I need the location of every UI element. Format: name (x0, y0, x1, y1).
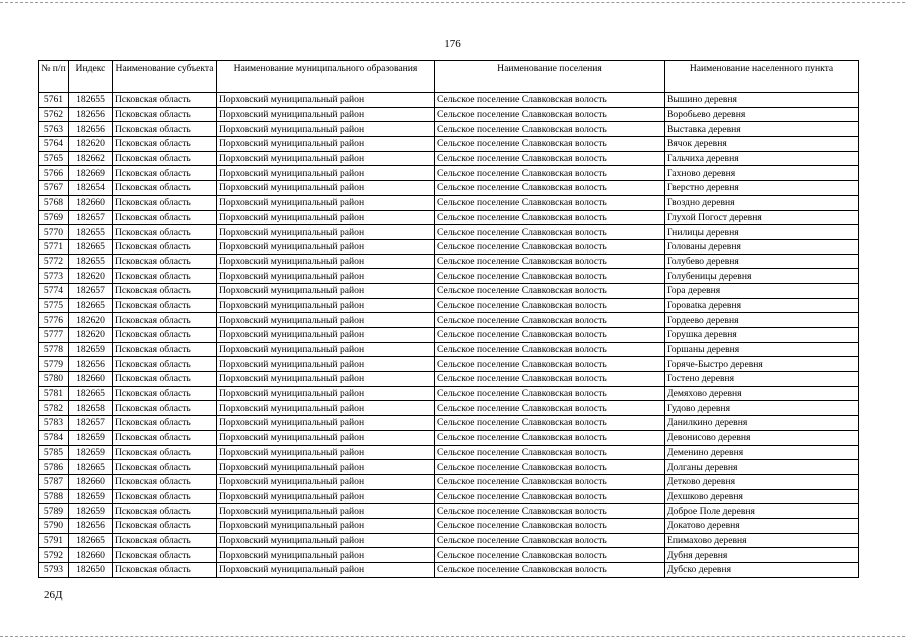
locality-cell: Гахново деревня (665, 166, 859, 181)
table-row (39, 254, 859, 269)
subject-cell: Псковская область (113, 93, 217, 108)
subject-cell: Псковская область (113, 137, 217, 152)
table-row (39, 166, 859, 181)
municipality-cell: Порховский муниципальный район (217, 225, 435, 240)
settlement-cell: Сельское поселение Славковская волость (435, 151, 665, 166)
subject-cell: Псковская область (113, 283, 217, 298)
municipality-cell: Порховский муниципальный район (217, 460, 435, 475)
locality-cell: Голубево деревня (665, 254, 859, 269)
postal-index-cell: 182659 (69, 430, 113, 445)
locality-cell: Гора деревня (665, 283, 859, 298)
table-row (39, 548, 859, 563)
settlement-cell: Сельское поселение Славковская волость (435, 328, 665, 343)
postal-index-cell: 182620 (69, 328, 113, 343)
locality-cell: Горяче-Быстро деревня (665, 357, 859, 372)
settlement-cell: Сельское поселение Славковская волость (435, 269, 665, 284)
row-number-cell: 5765 (39, 151, 69, 166)
settlement-cell: Сельское поселение Славковская волость (435, 372, 665, 387)
table-row (39, 563, 859, 578)
settlement-cell: Сельское поселение Славковская волость (435, 137, 665, 152)
postal-index-cell: 182669 (69, 166, 113, 181)
municipality-cell: Порховский муниципальный район (217, 548, 435, 563)
table-row (39, 195, 859, 210)
row-number-cell: 5780 (39, 372, 69, 387)
table-row (39, 122, 859, 137)
subject-cell: Псковская область (113, 489, 217, 504)
municipality-cell: Порховский муниципальный район (217, 313, 435, 328)
municipality-cell: Порховский муниципальный район (217, 137, 435, 152)
municipality-cell: Порховский муниципальный район (217, 254, 435, 269)
municipality-cell: Порховский муниципальный район (217, 430, 435, 445)
subject-cell: Псковская область (113, 357, 217, 372)
subject-cell: Псковская область (113, 563, 217, 578)
postal-index-cell: 182659 (69, 342, 113, 357)
locality-cell: Дехшково деревня (665, 489, 859, 504)
settlement-cell: Сельское поселение Славковская волость (435, 357, 665, 372)
municipality-cell: Порховский муниципальный район (217, 401, 435, 416)
postal-index-cell: 182650 (69, 563, 113, 578)
page-number: 176 (444, 38, 461, 50)
municipality-cell: Порховский муниципальный район (217, 533, 435, 548)
subject-cell: Псковская область (113, 298, 217, 313)
postal-index-cell: 182657 (69, 283, 113, 298)
settlement-cell: Сельское поселение Славковская волость (435, 563, 665, 578)
postal-index-cell: 182665 (69, 533, 113, 548)
row-number-cell: 5791 (39, 533, 69, 548)
postal-index-cell: 182665 (69, 386, 113, 401)
header-index: Индекс (69, 61, 113, 93)
subject-cell: Псковская область (113, 254, 217, 269)
subject-cell: Псковская область (113, 269, 217, 284)
subject-cell: Псковская область (113, 445, 217, 460)
row-number-cell: 5778 (39, 342, 69, 357)
table-row (39, 269, 859, 284)
postal-index-cell: 182660 (69, 474, 113, 489)
table-row (39, 137, 859, 152)
row-number-cell: 5792 (39, 548, 69, 563)
table-row (39, 489, 859, 504)
postal-index-cell: 182655 (69, 225, 113, 240)
postal-index-cell: 182662 (69, 151, 113, 166)
table-row (39, 445, 859, 460)
subject-cell: Псковская область (113, 372, 217, 387)
locality-cell: Гордеево деревня (665, 313, 859, 328)
row-number-cell: 5789 (39, 504, 69, 519)
row-number-cell: 5764 (39, 137, 69, 152)
postal-index-cell: 182659 (69, 504, 113, 519)
locality-cell: Гальчиха деревня (665, 151, 859, 166)
row-number-cell: 5788 (39, 489, 69, 504)
municipality-cell: Порховский муниципальный район (217, 210, 435, 225)
municipality-cell: Порховский муниципальный район (217, 518, 435, 533)
table-row (39, 533, 859, 548)
postal-index-cell: 182620 (69, 269, 113, 284)
settlement-cell: Сельское поселение Славковская волость (435, 474, 665, 489)
row-number-cell: 5785 (39, 445, 69, 460)
locality-cell: Дубня деревня (665, 548, 859, 563)
settlement-cell: Сельское поселение Славковская волость (435, 195, 665, 210)
settlement-cell: Сельское поселение Славковская волость (435, 239, 665, 254)
subject-cell: Псковская область (113, 460, 217, 475)
municipality-cell: Порховский муниципальный район (217, 563, 435, 578)
postal-index-cell: 182657 (69, 416, 113, 431)
table-row (39, 328, 859, 343)
table-row (39, 357, 859, 372)
settlement-cell: Сельское поселение Славковская волость (435, 298, 665, 313)
postal-index-cell: 182620 (69, 313, 113, 328)
header-num: № п/п (39, 61, 69, 93)
row-number-cell: 5779 (39, 357, 69, 372)
table-row (39, 372, 859, 387)
municipality-cell: Порховский муниципальный район (217, 372, 435, 387)
subject-cell: Псковская область (113, 313, 217, 328)
subject-cell: Псковская область (113, 474, 217, 489)
table-row (39, 298, 859, 313)
postal-index-cell: 182657 (69, 210, 113, 225)
table-row (39, 460, 859, 475)
sheet-code: 26Д (44, 589, 63, 601)
subject-cell: Псковская область (113, 342, 217, 357)
locality-cell: Выставка деревня (665, 122, 859, 137)
table-row (39, 313, 859, 328)
locality-cell: Вышино деревня (665, 93, 859, 108)
locality-cell: Девонисово деревня (665, 430, 859, 445)
row-number-cell: 5769 (39, 210, 69, 225)
header-settlement: Наименование поселения (435, 61, 665, 93)
table-row (39, 474, 859, 489)
locality-cell: Гнилицы деревня (665, 225, 859, 240)
header-locality: Наименование населенного пункта (665, 61, 859, 93)
subject-cell: Псковская область (113, 181, 217, 196)
row-number-cell: 5771 (39, 239, 69, 254)
locality-cell: Гверстно деревня (665, 181, 859, 196)
row-number-cell: 5786 (39, 460, 69, 475)
bottom-scan-edge (0, 636, 905, 637)
subject-cell: Псковская область (113, 166, 217, 181)
row-number-cell: 5766 (39, 166, 69, 181)
postal-index-cell: 182660 (69, 548, 113, 563)
table-body (39, 93, 859, 578)
settlement-cell: Сельское поселение Славковская волость (435, 445, 665, 460)
table-row (39, 430, 859, 445)
municipality-cell: Порховский муниципальный район (217, 504, 435, 519)
subject-cell: Псковская область (113, 225, 217, 240)
postal-index-cell: 182665 (69, 239, 113, 254)
settlement-cell: Сельское поселение Славковская волость (435, 122, 665, 137)
row-number-cell: 5784 (39, 430, 69, 445)
row-number-cell: 5783 (39, 416, 69, 431)
postal-index-cell: 182620 (69, 137, 113, 152)
postal-index-cell: 182654 (69, 181, 113, 196)
row-number-cell: 5761 (39, 93, 69, 108)
row-number-cell: 5767 (39, 181, 69, 196)
postal-index-cell: 182656 (69, 122, 113, 137)
municipality-cell: Порховский муниципальный район (217, 283, 435, 298)
settlement-cell: Сельское поселение Славковская волость (435, 460, 665, 475)
settlement-cell: Сельское поселение Славковская волость (435, 548, 665, 563)
municipality-cell: Порховский муниципальный район (217, 298, 435, 313)
row-number-cell: 5777 (39, 328, 69, 343)
subject-cell: Псковская область (113, 401, 217, 416)
settlement-cell: Сельское поселение Славковская волость (435, 166, 665, 181)
table-row (39, 283, 859, 298)
settlement-cell: Сельское поселение Славковская волость (435, 386, 665, 401)
table-row (39, 107, 859, 122)
locality-cell: Голубеницы деревня (665, 269, 859, 284)
postal-index-cell: 182660 (69, 372, 113, 387)
locality-cell: Деменино деревня (665, 445, 859, 460)
settlement-cell: Сельское поселение Славковская волость (435, 93, 665, 108)
municipality-cell: Порховский муниципальный район (217, 269, 435, 284)
row-number-cell: 5775 (39, 298, 69, 313)
table-row (39, 504, 859, 519)
row-number-cell: 5772 (39, 254, 69, 269)
municipality-cell: Порховский муниципальный район (217, 342, 435, 357)
table-row (39, 181, 859, 196)
header-subject: Наименование субъекта (113, 61, 217, 93)
postal-index-cell: 182660 (69, 195, 113, 210)
settlement-cell: Сельское поселение Славковская волость (435, 107, 665, 122)
locality-cell: Гудово деревня (665, 401, 859, 416)
row-number-cell: 5787 (39, 474, 69, 489)
subject-cell: Псковская область (113, 518, 217, 533)
settlement-cell: Сельское поселение Славковская волость (435, 489, 665, 504)
locality-cell: Воробьево деревня (665, 107, 859, 122)
postal-index-cell: 182655 (69, 93, 113, 108)
locality-cell: Вячок деревня (665, 137, 859, 152)
subject-cell: Псковская область (113, 195, 217, 210)
settlement-cell: Сельское поселение Славковская волость (435, 401, 665, 416)
header-municipality: Наименование муниципального образования (217, 61, 435, 93)
subject-cell: Псковская область (113, 107, 217, 122)
subject-cell: Псковская область (113, 386, 217, 401)
municipality-cell: Порховский муниципальный район (217, 386, 435, 401)
municipality-cell: Порховский муниципальный район (217, 489, 435, 504)
table-header-row (39, 61, 859, 93)
subject-cell: Псковская область (113, 416, 217, 431)
locality-cell: Докатово деревня (665, 518, 859, 533)
subject-cell: Псковская область (113, 122, 217, 137)
settlement-cell: Сельское поселение Славковская волость (435, 210, 665, 225)
postal-index-cell: 182658 (69, 401, 113, 416)
table-row (39, 386, 859, 401)
row-number-cell: 5790 (39, 518, 69, 533)
row-number-cell: 5781 (39, 386, 69, 401)
municipality-cell: Порховский муниципальный район (217, 122, 435, 137)
settlement-cell: Сельское поселение Славковская волость (435, 504, 665, 519)
locality-cell: Данилкино деревня (665, 416, 859, 431)
subject-cell: Псковская область (113, 210, 217, 225)
postal-index-cell: 182665 (69, 298, 113, 313)
locality-cell: Гостено деревня (665, 372, 859, 387)
municipality-cell: Порховский муниципальный район (217, 474, 435, 489)
subject-cell: Псковская область (113, 533, 217, 548)
settlement-cell: Сельское поселение Славковская волость (435, 254, 665, 269)
municipality-cell: Порховский муниципальный район (217, 151, 435, 166)
settlement-cell: Сельское поселение Славковская волость (435, 225, 665, 240)
table-row (39, 239, 859, 254)
locality-cell: Горшаны деревня (665, 342, 859, 357)
municipality-cell: Порховский муниципальный район (217, 107, 435, 122)
locality-cell: Долганы деревня (665, 460, 859, 475)
postal-index-cell: 182656 (69, 518, 113, 533)
postal-index-cell: 182656 (69, 357, 113, 372)
municipality-cell: Порховский муниципальный район (217, 328, 435, 343)
table-row (39, 342, 859, 357)
table-row (39, 93, 859, 108)
municipality-cell: Порховский муниципальный район (217, 181, 435, 196)
subject-cell: Псковская область (113, 430, 217, 445)
row-number-cell: 5776 (39, 313, 69, 328)
locality-cell: Дубско деревня (665, 563, 859, 578)
postal-index-cell: 182659 (69, 489, 113, 504)
locality-cell: Глухой Погост деревня (665, 210, 859, 225)
locality-cell: Горовatка деревня (665, 298, 859, 313)
municipality-cell: Порховский муниципальный район (217, 93, 435, 108)
municipality-cell: Порховский муниципальный район (217, 445, 435, 460)
row-number-cell: 5773 (39, 269, 69, 284)
row-number-cell: 5762 (39, 107, 69, 122)
table-row (39, 225, 859, 240)
postal-index-cell: 182656 (69, 107, 113, 122)
locality-cell: Гвоздно деревня (665, 195, 859, 210)
row-number-cell: 5768 (39, 195, 69, 210)
settlement-cell: Сельское поселение Славковская волость (435, 283, 665, 298)
settlements-table (38, 60, 859, 578)
postal-index-cell: 182659 (69, 445, 113, 460)
table-row (39, 151, 859, 166)
locality-cell: Доброе Поле деревня (665, 504, 859, 519)
locality-cell: Демяхово деревня (665, 386, 859, 401)
postal-index-cell: 182655 (69, 254, 113, 269)
settlement-cell: Сельское поселение Славковская волость (435, 533, 665, 548)
subject-cell: Псковская область (113, 504, 217, 519)
table-row (39, 416, 859, 431)
locality-cell: Епимахово деревня (665, 533, 859, 548)
subject-cell: Псковская область (113, 548, 217, 563)
subject-cell: Псковская область (113, 239, 217, 254)
table-row (39, 210, 859, 225)
locality-cell: Горушка деревня (665, 328, 859, 343)
row-number-cell: 5793 (39, 563, 69, 578)
municipality-cell: Порховский муниципальный район (217, 166, 435, 181)
settlement-cell: Сельское поселение Славковская волость (435, 342, 665, 357)
locality-cell: Голованы деревня (665, 239, 859, 254)
subject-cell: Псковская область (113, 328, 217, 343)
settlement-cell: Сельское поселение Славковская волость (435, 518, 665, 533)
row-number-cell: 5763 (39, 122, 69, 137)
table-row (39, 401, 859, 416)
subject-cell: Псковская область (113, 151, 217, 166)
table-row (39, 518, 859, 533)
municipality-cell: Порховский муниципальный район (217, 416, 435, 431)
settlement-cell: Сельское поселение Славковская волость (435, 181, 665, 196)
row-number-cell: 5782 (39, 401, 69, 416)
postal-index-cell: 182665 (69, 460, 113, 475)
municipality-cell: Порховский муниципальный район (217, 357, 435, 372)
top-scan-edge (0, 2, 905, 3)
row-number-cell: 5774 (39, 283, 69, 298)
locality-cell: Детково деревня (665, 474, 859, 489)
settlement-cell: Сельское поселение Славковская волость (435, 416, 665, 431)
settlement-cell: Сельское поселение Славковская волость (435, 430, 665, 445)
row-number-cell: 5770 (39, 225, 69, 240)
municipality-cell: Порховский муниципальный район (217, 195, 435, 210)
settlement-cell: Сельское поселение Славковская волость (435, 313, 665, 328)
municipality-cell: Порховский муниципальный район (217, 239, 435, 254)
